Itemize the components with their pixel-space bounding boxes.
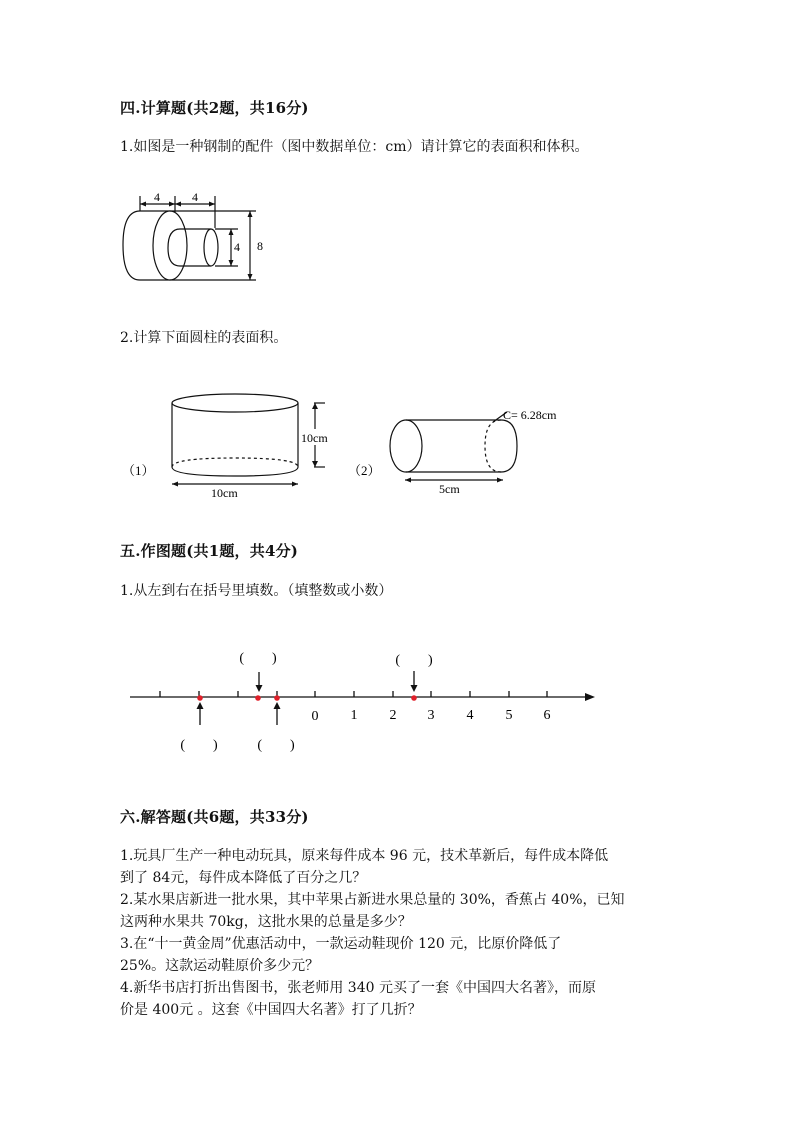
question-line: 价是 400元 。这套《中国四大名著》打了几折？ (120, 1002, 422, 1018)
tick-label-2: 2 (389, 708, 397, 723)
big-cylinder-left-curve (123, 211, 140, 280)
section-5-title: 五.作图题(共1题，共4分) (120, 542, 299, 560)
axis-arrowhead (585, 693, 595, 701)
cylinder-2-label: （2） (348, 463, 381, 478)
number-line-figure (125, 640, 605, 760)
tick-label-3: 3 (427, 708, 435, 723)
tick-label-4: 4 (466, 708, 474, 723)
cylinder-1-top (172, 394, 298, 412)
small-cylinder-face (204, 229, 218, 266)
section-6-questions (120, 845, 625, 1021)
cylinders-figure (115, 385, 595, 505)
question-5-1: 1.从左到右在括号里填数。（填整数或小数） (120, 583, 393, 599)
question-line: 到了 84元，每件成本降低了百分之几？ (120, 870, 367, 886)
question-line: 2.某水果店新进一批水果，其中苹果占新进水果总量的 30%，香蕉占 40%，已知 (120, 892, 625, 908)
question-line: 25%。这款运动鞋原价多少元？ (120, 958, 320, 974)
section-4-title: 四.计算题(共2题，共16分) (120, 99, 309, 117)
fitting-label-small-diameter: 4 (234, 240, 240, 254)
fitting-label-big-diameter: 8 (257, 239, 263, 253)
blank-top-2[interactable]: ( ) (395, 653, 433, 668)
tick-label-0: 0 (311, 709, 319, 724)
question-4-1: 1.如图是一种钢制的配件（图中数据单位：cm）请计算它的表面积和体积。 (120, 139, 589, 155)
blank-bottom-1[interactable]: ( ) (180, 738, 218, 753)
point-dot-2 (255, 695, 261, 701)
tick-label-5: 5 (505, 708, 513, 723)
question-line: 这两种水果共 70kg，这批水果的总量是多少？ (120, 914, 412, 930)
question-line: 4.新华书店打折出售图书，张老师用 340 元买了一套《中国四大名著》，而原 (120, 980, 596, 996)
cylinder-2-circumference: C= 6.28cm (503, 408, 557, 422)
fitting-label-length-2: 4 (192, 190, 198, 204)
blank-top-1[interactable]: ( ) (239, 651, 277, 666)
tick-label-1: 1 (350, 708, 358, 723)
cylinder-1-height: 10cm (301, 431, 328, 445)
cylinder-1-label: （1） (122, 463, 155, 478)
fitting-label-length-1: 4 (154, 190, 160, 204)
question-line: 1.玩具厂生产一种电动玩具，原来每件成本 96 元，技术革新后，每件成本降低 (120, 848, 609, 864)
question-line: 3.在“十一黄金周”优惠活动中，一款运动鞋现价 120 元，比原价降低了 (120, 936, 562, 952)
blank-bottom-2[interactable]: ( ) (257, 738, 295, 753)
point-dot-1 (197, 695, 203, 701)
cylinder-2-length: 5cm (439, 482, 460, 496)
cylinder-1-diameter: 10cm (211, 486, 238, 500)
steel-fitting-figure (118, 188, 278, 288)
tick-label-6: 6 (543, 708, 551, 723)
cylinder-2-left-face (390, 420, 422, 472)
section-6-title: 六.解答题(共6题，共33分) (120, 808, 309, 826)
question-4-2: 2.计算下面圆柱的表面积。 (120, 330, 288, 346)
point-dot-3 (274, 695, 280, 701)
point-dot-4 (411, 695, 417, 701)
